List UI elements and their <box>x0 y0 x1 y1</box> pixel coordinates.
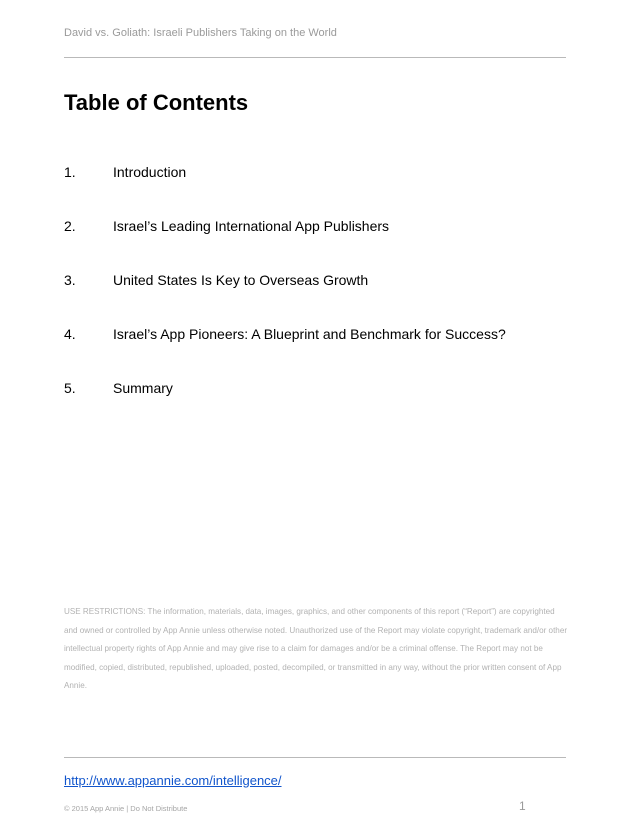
toc-item-app-pioneers[interactable] <box>64 326 506 380</box>
toc-item-label[interactable]: Israel’s Leading International App Publishers <box>113 218 390 234</box>
toc-item-number: 1. <box>64 164 76 180</box>
toc-item-introduction[interactable] <box>64 164 506 218</box>
page-title: Table of Contents <box>64 90 249 115</box>
toc-item-united-states[interactable] <box>64 272 506 326</box>
document-header-title: David vs. Goliath: Israeli Publishers Taking on the World <box>64 27 337 39</box>
toc-item-number: 3. <box>64 272 76 288</box>
use-restrictions-notice: USE RESTRICTIONS: The information, materials, data, images, graphics, and other components of this report (“Report”) are copyrighted and owned or controlled by App Annie unless otherwise noted. Unauthorized use of the Report may violate copyright, trademark and/or other intellectual property rights of App Annie and may give rise to a claim for damages and/or be a criminal offense. The Report may not be modified, copied, distributed, republished, uploaded, posted, decompiled, or transmitted in any way, without the prior written consent of App Annie. <box>64 607 568 690</box>
toc-item-leading-publishers[interactable] <box>64 218 506 272</box>
toc-item-number: 4. <box>64 326 76 342</box>
toc-item-summary[interactable] <box>64 380 506 434</box>
table-of-contents <box>64 164 506 434</box>
toc-item-label[interactable]: Summary <box>113 380 173 396</box>
toc-item-label[interactable]: United States Is Key to Overseas Growth <box>113 272 369 288</box>
toc-item-label[interactable]: Introduction <box>113 164 187 180</box>
appannie-intelligence-link[interactable]: http://www.appannie.com/intelligence/ <box>64 773 282 788</box>
toc-item-number: 5. <box>64 380 76 396</box>
toc-item-number: 2. <box>64 218 76 234</box>
toc-item-label[interactable]: Israel’s App Pioneers: A Blueprint and Benchmark for Success? <box>113 326 506 342</box>
page-number: 1 <box>519 799 526 813</box>
footer-divider <box>64 757 566 758</box>
copyright-notice: © 2015 App Annie | Do Not Distribute <box>64 804 188 813</box>
header-divider <box>64 57 566 58</box>
